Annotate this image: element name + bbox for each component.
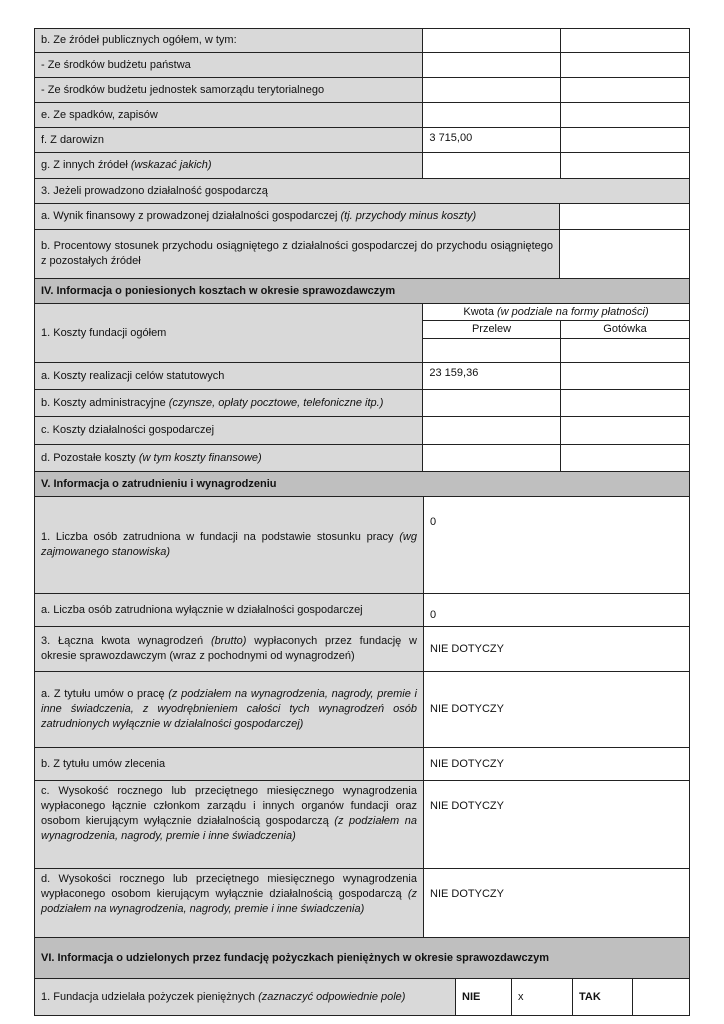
business-employees-value: 0 [424,594,689,626]
row-loans [34,979,690,1016]
row-label [35,781,424,868]
row-label-note: (z podziałem na wynagrodzenia, nagrody, premie i inne świadczenia) [41,815,418,842]
row-label [35,627,424,671]
row-admin-costs [34,390,690,417]
total-costs-values [423,339,689,362]
no-label: NIE [456,979,512,1015]
row-label-note: (wg zajmowanego stanowiska) [41,531,417,558]
row-label [35,979,456,1015]
row-label: c. Koszty działalności gospodarczej [35,417,423,444]
row-label: f. Z darowizn [35,128,423,152]
row-label: 3. Jeżeli prowadzono działalność gospodarczą [35,179,689,203]
row-label-note: (tj. przychody minus koszty) [340,210,477,222]
value-cell [561,53,689,77]
value-cell [423,53,561,77]
row-employees [34,497,690,594]
section-title: IV. Informacja o poniesionych kosztach w okresie sprawozdawczym [35,279,689,303]
financial-report-table [34,28,690,1016]
row-label-text: 1. Liczba osób zatrudniona w fundacji na podstawie stosunku pracy [41,531,394,543]
row-public-sources [34,28,690,53]
row-label-text: c. Wysokość rocznego lub przeciętnego miesięcznego wynagrodzenia wypłaconego łącznie członkom zarządu i innych organów fundacji oraz osobom kierującym wyłącznie działalnością gospodarczą [41,785,417,827]
row-label: e. Ze spadków, zapisów [35,103,423,127]
row-other-sources [34,153,690,179]
row-label: a. Koszty realizacji celów statutowych [35,363,423,389]
row-label [35,445,423,471]
row-label-text: 3. Łączna kwota wynagrodzeń [41,635,204,647]
amount-note: (w podziale na formy płatności) [497,306,649,318]
value-cell [423,445,561,471]
section-v-heading [34,472,690,497]
row-other-costs [34,445,690,472]
row-business-costs [34,417,690,445]
value-cell [561,417,689,444]
row-label: - Ze środków budżetu państwa [35,53,423,77]
value-cell [561,390,689,416]
row-label [35,153,423,178]
yes-label: TAK [573,979,633,1015]
section-title: VI. Informacja o udzielonych przez fundację pożyczkach pieniężnych w okresie sprawozdawczym [35,938,689,978]
row-label: b. Procentowy stosunek przychodu osiągniętego z działalności gospodarczej do przychodu osiągniętego z pozostałych źródeł [35,230,560,278]
row-business-employees [34,594,690,627]
row-label-note: (brutto) [210,635,247,647]
row-label [35,672,424,747]
value-cell [561,153,689,178]
row-label-text: 1. Fundacja udzielała pożyczek pieniężnych [41,990,256,1003]
employees-value: 0 [424,497,689,593]
row-total-pay [34,627,690,672]
value-cell [423,153,561,178]
section-iv-heading [34,279,690,304]
payment-form-header [423,304,689,362]
value-cell [560,230,688,278]
value-cell [423,29,561,52]
board-pay-value: NIE DOTYCZY [424,781,689,868]
total-pay-value: NIE DOTYCZY [424,627,689,671]
row-managers-pay [34,869,690,938]
row-inheritance [34,103,690,128]
row-board-pay [34,781,690,869]
value-cell [561,128,689,152]
row-label [35,869,424,937]
row-label: a. Liczba osób zatrudniona wyłącznie w działalności gospodarczej [35,594,424,626]
row-employment-contracts [34,672,690,748]
section-vi-heading [34,938,690,979]
row-label: 1. Koszty fundacji ogółem [35,304,423,362]
row-label-text-cont: wypłaconych przez fundację w okresie sprawozdawczym (wraz z pochodnymi od wynagrodzeń) [41,635,418,662]
donation-value: 3 715,00 [423,128,561,152]
employment-contracts-value: NIE DOTYCZY [424,672,689,747]
row-label-text: d. Wysokości rocznego lub przeciętnego miesięcznego wynagrodzenia wypłaconego osobom kierującym wyłącznie działalnością gospodarczą [41,873,417,900]
value-cell [560,204,688,229]
value-cell [561,363,689,389]
row-state-budget [34,53,690,78]
value-cell [561,29,689,52]
value-cell [423,339,561,362]
commission-contracts-value: NIE DOTYCZY [424,748,689,780]
row-label [35,497,424,593]
row-label-text: g. Z innych źródeł [41,159,128,171]
row-label: - Ze środków budżetu jednostek samorządu terytorialnego [35,78,423,102]
row-label-text: a. Wynik finansowy z prowadzonej działalności gospodarczej [41,210,338,222]
value-cell [423,390,561,416]
row-label-text: a. Z tytułu umów o pracę [41,688,165,700]
row-label-note: (z podziałem na wynagrodzenia, nagrody, premie i inne świadczenia, z wyodrębnieniem całości tych wynagrodzeń osób zatrudnionych wyłącznie w działalności gospodarczej) [41,688,417,730]
row-commission-contracts [34,748,690,781]
row-label-note: (czynsze, opłaty pocztowe, telefoniczne itp.) [168,396,384,409]
value-cell [561,445,689,471]
row-revenue-percent [34,230,690,279]
row-label-note: (w tym koszty finansowe) [138,451,262,464]
value-cell [561,78,689,102]
row-label-note: (zaznaczyć odpowiednie pole) [258,990,406,1003]
statutory-costs-value: 23 159,36 [423,363,561,389]
value-cell [423,78,561,102]
amount-label: Kwota [463,306,494,318]
yes-checkbox[interactable] [633,979,689,1015]
no-checkbox[interactable]: x [512,979,573,1015]
row-label-text: d. Pozostałe koszty [41,451,136,464]
value-cell [423,417,561,444]
row-label [35,390,423,416]
cash-header: Gotówka [603,323,647,335]
section-title: V. Informacja o zatrudnieniu i wynagrodzeniu [35,472,689,496]
managers-pay-value: NIE DOTYCZY [424,869,689,937]
row-label-text: b. Koszty administracyjne [41,396,166,409]
row-donations [34,128,690,153]
payment-columns [423,321,689,339]
row-business-result [34,204,690,230]
value-cell [423,103,561,127]
row-label-note: (wskazać jakich) [130,159,212,171]
transfer-header: Przelew [423,321,561,338]
row-label: b. Z tytułu umów zlecenia [35,748,424,780]
row-total-costs [34,304,690,363]
row-label-note: (z podziałem na wynagrodzenia, nagrody, premie i inne świadczenia) [41,888,417,915]
value-cell [561,339,689,362]
value-cell [561,103,689,127]
row-label: b. Ze źródeł publicznych ogółem, w tym: [35,29,423,52]
row-label [35,204,560,229]
amount-header [423,304,689,321]
row-business-heading [34,179,690,204]
row-statutory-costs [34,363,690,390]
row-local-budget [34,78,690,103]
